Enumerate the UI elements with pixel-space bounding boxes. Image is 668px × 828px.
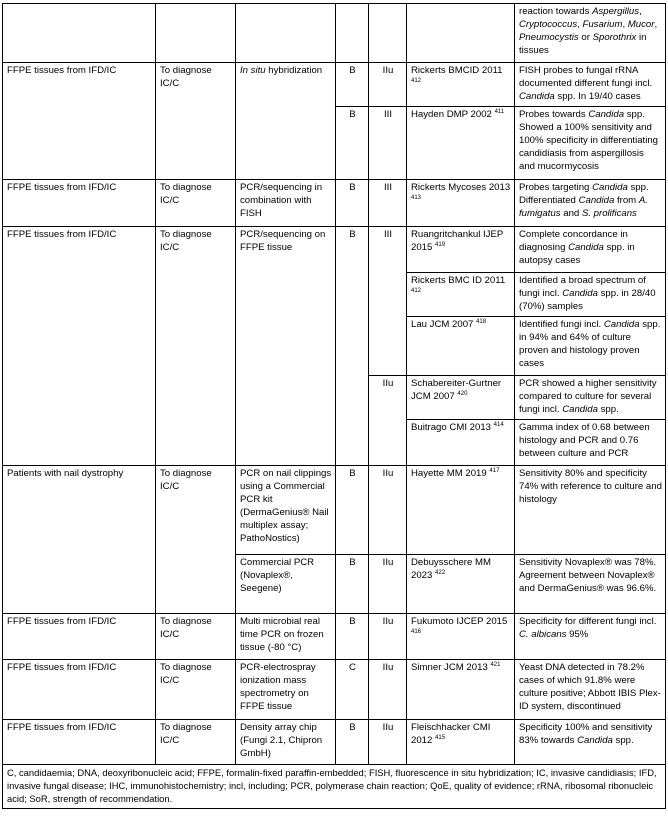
method-cell: PCR-electrospray ionization mass spectrometry on FFPE tissue	[236, 660, 336, 720]
comment-cell: PCR showed a higher sensitivity compared to culture for several fungi incl. Candida spp.	[515, 376, 666, 420]
reference-cell: Fukumoto IJCEP 2015 $^{416}$	[407, 614, 515, 660]
sor-cell: B	[336, 720, 369, 765]
comment-cell: reaction towards Aspergillus, Cryptococcus, Fusarium, Mucor, Pneumocystis or Sporothrix in tissues	[515, 4, 666, 63]
reference-cell: Rickerts BMCID 2011 $^{412}$	[407, 63, 515, 107]
qoe-cell: IIu	[369, 720, 407, 765]
purpose-cell: To diagnose IC/C	[156, 227, 236, 466]
reference-cell: Ruangritchankul IJEP 2015 $^{419}$	[407, 227, 515, 273]
sor-cell: B	[336, 466, 369, 555]
comment-cell: Identified fungi incl. Candida spp. in 94% and 64% of culture proven and histology proven cases	[515, 317, 666, 376]
evidence-table	[2, 3, 666, 809]
method-cell: PCR/sequencing in combination with FISH	[236, 180, 336, 227]
table-footnote-row	[3, 765, 666, 809]
sor-cell: C	[336, 660, 369, 720]
reference-cell: Debuysschere MM 2023 $^{422}$	[407, 555, 515, 614]
qoe-cell	[369, 4, 407, 63]
population-cell: FFPE tissues from IFD/IC	[3, 660, 156, 720]
sor-cell: B	[336, 555, 369, 614]
table-row	[3, 720, 666, 765]
population-cell: FFPE tissues from IFD/IC	[3, 227, 156, 466]
table-row	[3, 227, 666, 273]
method-cell: PCR on nail clippings using a Commercial PCR kit (DermaGenius® Nail multiplex assay; PathoNostics)	[236, 466, 336, 555]
qoe-cell: IIu	[369, 466, 407, 555]
purpose-cell: To diagnose IC/C	[156, 720, 236, 765]
qoe-cell: IIu	[369, 376, 407, 466]
comment-cell: Gamma index of 0.68 between histology and PCR and 0.76 between culture and PCR	[515, 420, 666, 466]
method-cell: In situ hybridization	[236, 63, 336, 180]
qoe-cell: IIu	[369, 614, 407, 660]
population-cell: FFPE tissues from IFD/IC	[3, 63, 156, 180]
comment-cell: FISH probes to fungal rRNA documented different fungi incl. Candida spp. In 19/40 cases	[515, 63, 666, 107]
method-cell: Multi microbial real time PCR on frozen tissue (-80 °C)	[236, 614, 336, 660]
table-row	[3, 614, 666, 660]
reference-cell: Lau JCM 2007 $^{418}$	[407, 317, 515, 376]
sor-cell	[336, 4, 369, 63]
comment-cell: Specificity for different fungi incl. C. albicans 95%	[515, 614, 666, 660]
comment-cell: Sensitivity 80% and specificity 74% with reference to culture and histology	[515, 466, 666, 555]
population-cell: FFPE tissues from IFD/IC	[3, 720, 156, 765]
table-row	[3, 63, 666, 107]
qoe-cell: III	[369, 227, 407, 376]
sor-cell: B	[336, 614, 369, 660]
method-cell: Commercial PCR (Novaplex®, Seegene)	[236, 555, 336, 614]
purpose-cell: To diagnose IC/C	[156, 63, 236, 180]
reference-cell: Schabereiter-Gurtner JCM 2007 $^{420}$	[407, 376, 515, 420]
purpose-cell: To diagnose IC/C	[156, 466, 236, 614]
reference-cell: Buitrago CMI 2013 $^{414}$	[407, 420, 515, 466]
purpose-cell: To diagnose IC/C	[156, 180, 236, 227]
qoe-cell: IIu	[369, 63, 407, 107]
reference-cell: Fleischhacker CMI 2012 $^{415}$	[407, 720, 515, 765]
population-cell: FFPE tissues from IFD/IC	[3, 614, 156, 660]
reference-cell: Simner JCM 2013 $^{421}$	[407, 660, 515, 720]
comment-cell: Complete concordance in diagnosing Candida spp. in autopsy cases	[515, 227, 666, 273]
population-cell: Patients with nail dystrophy	[3, 466, 156, 614]
comment-cell: Probes targeting Candida spp. Differentiated Candida from A. fumigatus and S. prolificans	[515, 180, 666, 227]
sor-cell: B	[336, 227, 369, 466]
purpose-cell: To diagnose IC/C	[156, 614, 236, 660]
method-cell: Density array chip (Fungi 2.1, Chipron GmbH)	[236, 720, 336, 765]
reference-cell: Hayden DMP 2002 $^{411}$	[407, 107, 515, 180]
table-footnote: C, candidaemia; DNA, deoxyribonucleic acid; FFPE, formalin-fixed paraffin-embedded; FISH, fluorescence in situ hybridization; IC, invasive candidiasis; IFD, invasive fungal disease; IHC, immunohistochemistry; incl, including; PCR, polymerase chain reaction; QoE, quality of evidence; rRNA, ribosomal ribonucleic acid; SoR, strength of recommendation.	[3, 765, 666, 809]
table-row	[3, 180, 666, 227]
purpose-cell: To diagnose IC/C	[156, 660, 236, 720]
reference-cell: Rickerts BMC ID 2011 $^{412}$	[407, 273, 515, 317]
comment-cell: Sensitivity Novaplex® was 78%. Agreement between Novaplex® and DermaGenius® was 96.6%.	[515, 555, 666, 614]
table-row	[3, 4, 666, 63]
method-cell: PCR/sequencing on FFPE tissue	[236, 227, 336, 466]
sor-cell: B	[336, 107, 369, 180]
comment-cell: Probes towards Candida spp. Showed a 100% sensitivity and 100% specificity in differentiating candidiasis from aspergillosis and mucormycosis	[515, 107, 666, 180]
qoe-cell: IIu	[369, 555, 407, 614]
population-cell	[3, 4, 156, 63]
reference-cell: Hayette MM 2019 $^{417}$	[407, 466, 515, 555]
comment-cell: Specificity 100% and sensitivity 83% towards Candida spp.	[515, 720, 666, 765]
qoe-cell: III	[369, 107, 407, 180]
reference-cell	[407, 4, 515, 63]
comment-cell: Yeast DNA detected in 78.2% cases of which 91.8% were culture positive; Abbott IBIS Plex-ID system, discontinued	[515, 660, 666, 720]
population-cell: FFPE tissues from IFD/IC	[3, 180, 156, 227]
method-cell	[236, 4, 336, 63]
table-row	[3, 660, 666, 720]
table-row	[3, 466, 666, 555]
qoe-cell: IIu	[369, 660, 407, 720]
purpose-cell	[156, 4, 236, 63]
comment-cell: Identified a broad spectrum of fungi incl. Candida spp. in 28/40 (70%) samples	[515, 273, 666, 317]
sor-cell: B	[336, 180, 369, 227]
reference-cell: Rickerts Mycoses 2013 $^{413}$	[407, 180, 515, 227]
sor-cell: B	[336, 63, 369, 107]
qoe-cell: III	[369, 180, 407, 227]
